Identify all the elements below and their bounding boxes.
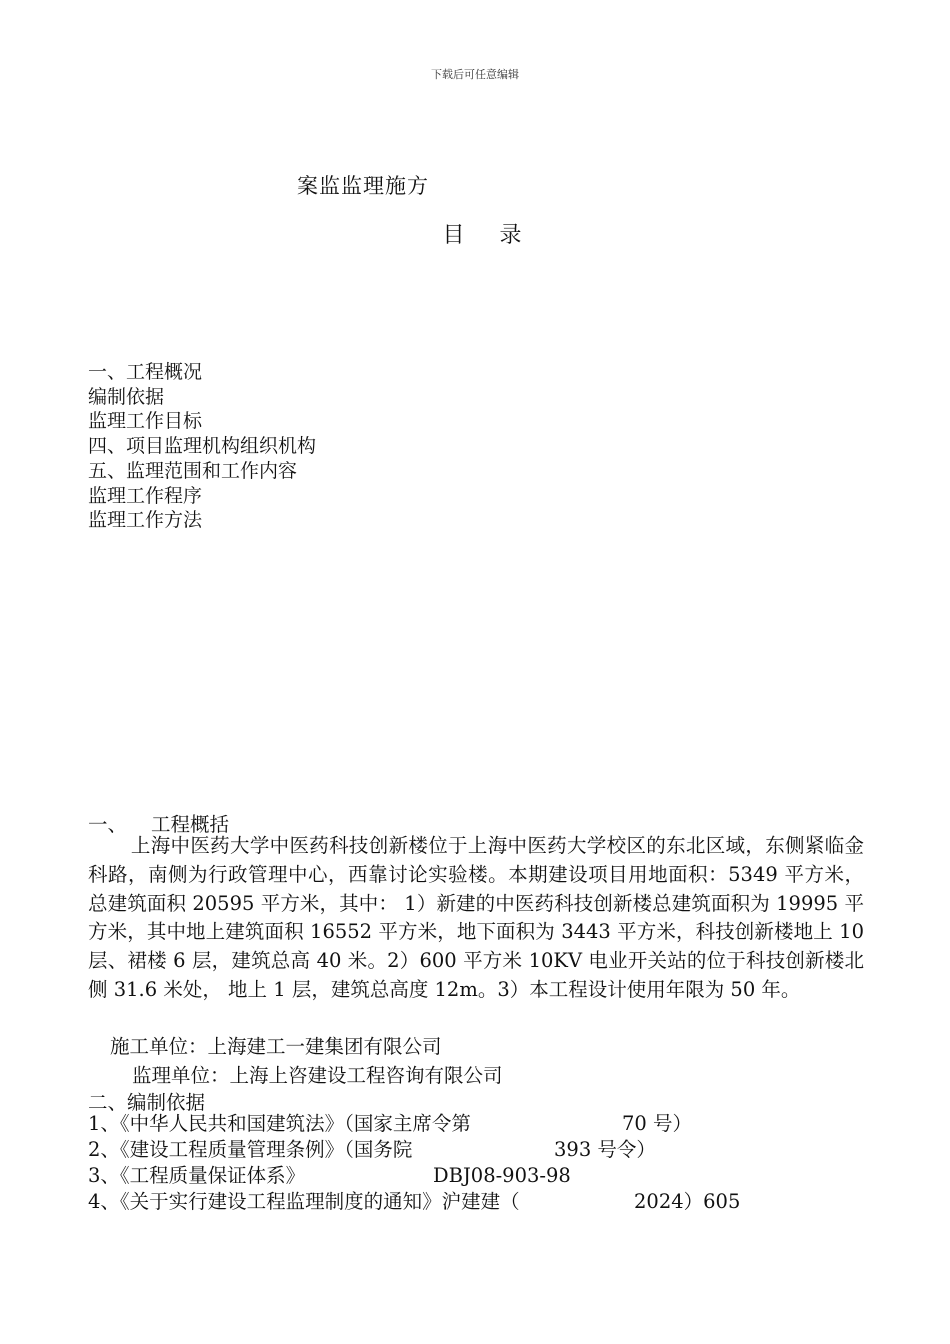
toc-item: 监理工作程序 (88, 484, 203, 507)
toc-item: 监理工作目标 (88, 410, 203, 433)
reference-number: 2024）605 (634, 1190, 741, 1213)
section-1-number: 一、 (88, 813, 128, 836)
table-of-contents (88, 360, 316, 533)
construction-unit: 施工单位：上海建工一建集团有限公司 (110, 1035, 442, 1058)
section-1-heading: 工程概括 (151, 813, 230, 836)
toc-item: 编制依据 (88, 385, 165, 408)
header-note: 下载后可任意编辑 (431, 68, 519, 81)
toc-item: 一、工程概况 (88, 361, 203, 383)
toc-heading: 目 录 (442, 223, 536, 248)
toc-item: 五、监理范围和工作内容 (88, 459, 298, 482)
reference-number: DBJ08-903-98 (433, 1164, 571, 1187)
toc-item: 监理工作方法 (88, 509, 203, 532)
supervision-unit: 监理单位：上海上咨建设工程咨询有限公司 (132, 1064, 503, 1087)
reference-text: 3、《工程质量保证体系》 (88, 1164, 306, 1187)
toc-item: 四、项目监理机构组织机构 (88, 435, 317, 458)
project-overview-paragraph: 上海中医药大学中医药科技创新楼位于上海中医药大学校区的东北区域，东侧紧临金科路，南侧为行政管理中心，西靠讨论实验楼。本期建设项目用地面积：5349 平方米，总建筑面积 20595 平方米，其中： 1）新建的中医药科技创新楼总建筑面积为 19995 平方米，其中地上建筑面积 16552 平方米，地下面积为 3443 平方米，科技创新楼地上 10 层、裙楼 6 层，建筑总高 40 米。2）600 平方米 10KV 电业开关站的位于科技创新楼北侧 31.6 米处， 地上 1 层，建筑总高度 12m。3）本工程设计使用年限为 50 年。 (88, 834, 864, 1001)
reference-number: 393 号令） (554, 1138, 656, 1161)
reference-text: 4、《关于实行建设工程监理制度的通知》沪建建（ (88, 1190, 520, 1213)
document-title: 案监监理施方 (297, 174, 429, 198)
section-2-title: 二、编制依据 (88, 1091, 206, 1114)
reference-number: 70 号） (622, 1112, 693, 1135)
reference-text: 1、《中华人民共和国建筑法》（国家主席令第 (88, 1112, 471, 1135)
reference-text: 2、《建设工程质量管理条例》（国务院 (88, 1138, 413, 1161)
